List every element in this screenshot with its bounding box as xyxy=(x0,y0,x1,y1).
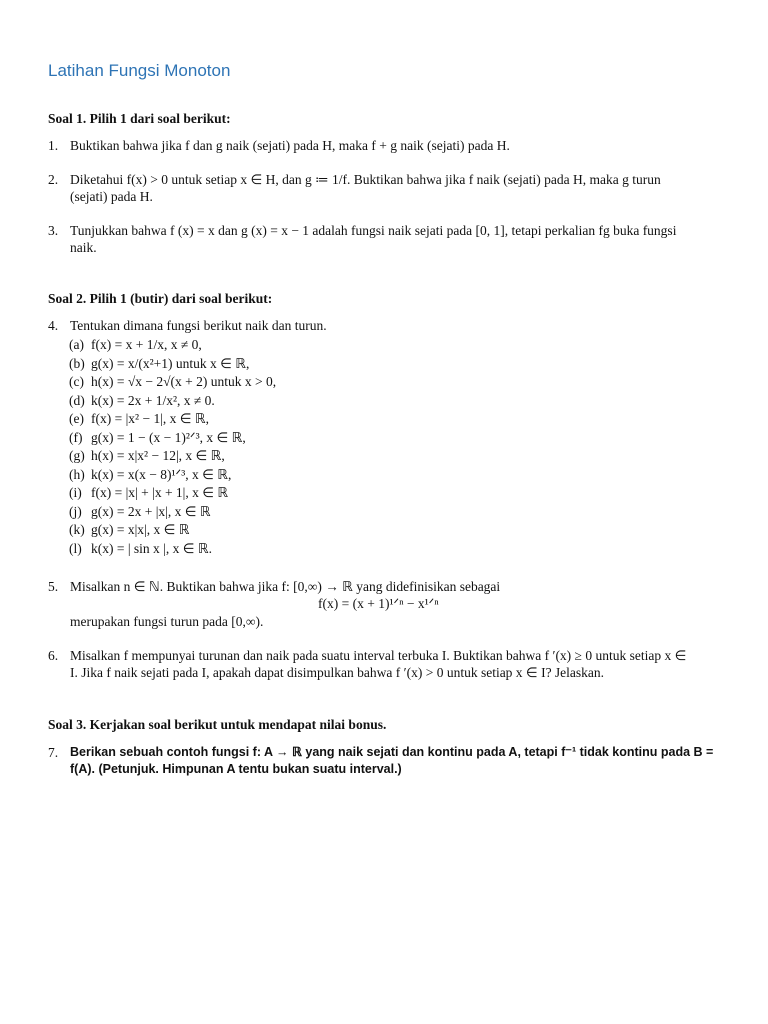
part-h: (h) k(x) = x(x − 8)¹ᐟ³, x ∈ ℝ, xyxy=(69,466,232,482)
part-a: (a) f(x) = x + 1/x, x ≠ 0, xyxy=(69,337,202,352)
problem-3 xyxy=(48,222,718,256)
part-l: (l) k(x) = | sin x |, x ∈ ℝ. xyxy=(69,540,212,556)
part-j: (j) g(x) = 2x + |x|, x ∈ ℝ xyxy=(69,503,211,519)
problem-text-line1: Diketahui f(x) > 0 untuk setiap x ∈ H, dan g ≔ 1/f. Buktikan bahwa jika f naik (sejati) pada H, maka g turun xyxy=(70,172,661,187)
problem-text: Buktikan bahwa jika f dan g naik (sejati) pada H, maka f + g naik (sejati) pada H. xyxy=(70,138,510,153)
problem-1 xyxy=(48,137,718,154)
problem-text-line1: Berikan sebuah contoh fungsi f: A → ℝ yang naik sejati dan kontinu pada A, tetapi f⁻¹ tidak kontinu pada B = xyxy=(70,745,714,759)
problem-4-parts xyxy=(69,336,276,558)
equation: f(x) = (x + 1)¹ᐟⁿ − x¹ᐟⁿ xyxy=(318,596,439,611)
part-d: (d) k(x) = 2x + 1/x², x ≠ 0. xyxy=(69,392,215,408)
problem-text-line2: f(A). (Petunjuk. Himpunan A tentu bukan suatu interval.) xyxy=(70,762,402,776)
problem-text-line2: merupakan fungsi turun pada [0,∞). xyxy=(70,614,264,629)
part-f: (f) g(x) = 1 − (x − 1)²ᐟ³, x ∈ ℝ, xyxy=(69,429,246,445)
problem-2 xyxy=(48,171,718,205)
problem-number: 2. xyxy=(48,172,59,187)
problem-number: 6. xyxy=(48,648,59,663)
section-heading-soal2: Soal 2. Pilih 1 (butir) dari soal berikut: xyxy=(48,291,273,306)
problem-text-line2: (sejati) pada H. xyxy=(70,189,153,204)
problem-text-line2: I. Jika f naik sejati pada I, apakah dapat disimpulkan bahwa f ′(x) > 0 untuk setiap x ∈ I? Jelaskan. xyxy=(70,665,605,680)
part-b: (b) g(x) = x/(x²+1) untuk x ∈ ℝ, xyxy=(69,355,250,371)
part-c: (c) h(x) = √x − 2√(x + 2) untuk x > 0, xyxy=(69,374,277,389)
problem-5 xyxy=(48,578,718,595)
problem-text-line1: Tunjukkan bahwa f (x) = x dan g (x) = x − 1 adalah fungsi naik sejati pada [0, 1], tetapi perkalian fg buka fungsi xyxy=(70,223,677,238)
part-i: (i) f(x) = |x| + |x + 1|, x ∈ ℝ xyxy=(69,485,229,500)
page-title: Latihan Fungsi Monoton xyxy=(48,61,231,80)
section-heading-soal1: Soal 1. Pilih 1 dari soal berikut: xyxy=(48,111,231,126)
problem-4 xyxy=(48,317,718,334)
section-heading-soal3: Soal 3. Kerjakan soal berikut untuk mendapat nilai bonus. xyxy=(48,717,387,732)
problem-text-line2: naik. xyxy=(70,240,97,255)
part-g: (g) h(x) = x|x² − 12|, x ∈ ℝ, xyxy=(69,448,225,463)
problem-number: 1. xyxy=(48,138,59,153)
problem-number: 5. xyxy=(48,579,59,594)
part-e: (e) f(x) = |x² − 1|, x ∈ ℝ, xyxy=(69,411,209,426)
problem-6 xyxy=(48,647,718,681)
problem-text-line1: Misalkan n ∈ ℕ. Buktikan bahwa jika f: [0,∞) → ℝ yang didefinisikan sebagai xyxy=(70,579,501,594)
problem-text-line1: Misalkan f mempunyai turunan dan naik pada suatu interval terbuka I. Buktikan bahwa f ′(x) ≥ 0 untuk setiap x ∈ xyxy=(70,648,687,663)
problem-number: 7. xyxy=(48,745,59,760)
problem-number: 4. xyxy=(48,318,59,333)
problem-5-continued xyxy=(48,613,718,630)
part-k: (k) g(x) = x|x|, x ∈ ℝ xyxy=(69,522,190,537)
problem-intro: Tentukan dimana fungsi berikut naik dan turun. xyxy=(70,318,327,333)
problem-7 xyxy=(48,744,718,778)
problem-number: 3. xyxy=(48,223,59,238)
